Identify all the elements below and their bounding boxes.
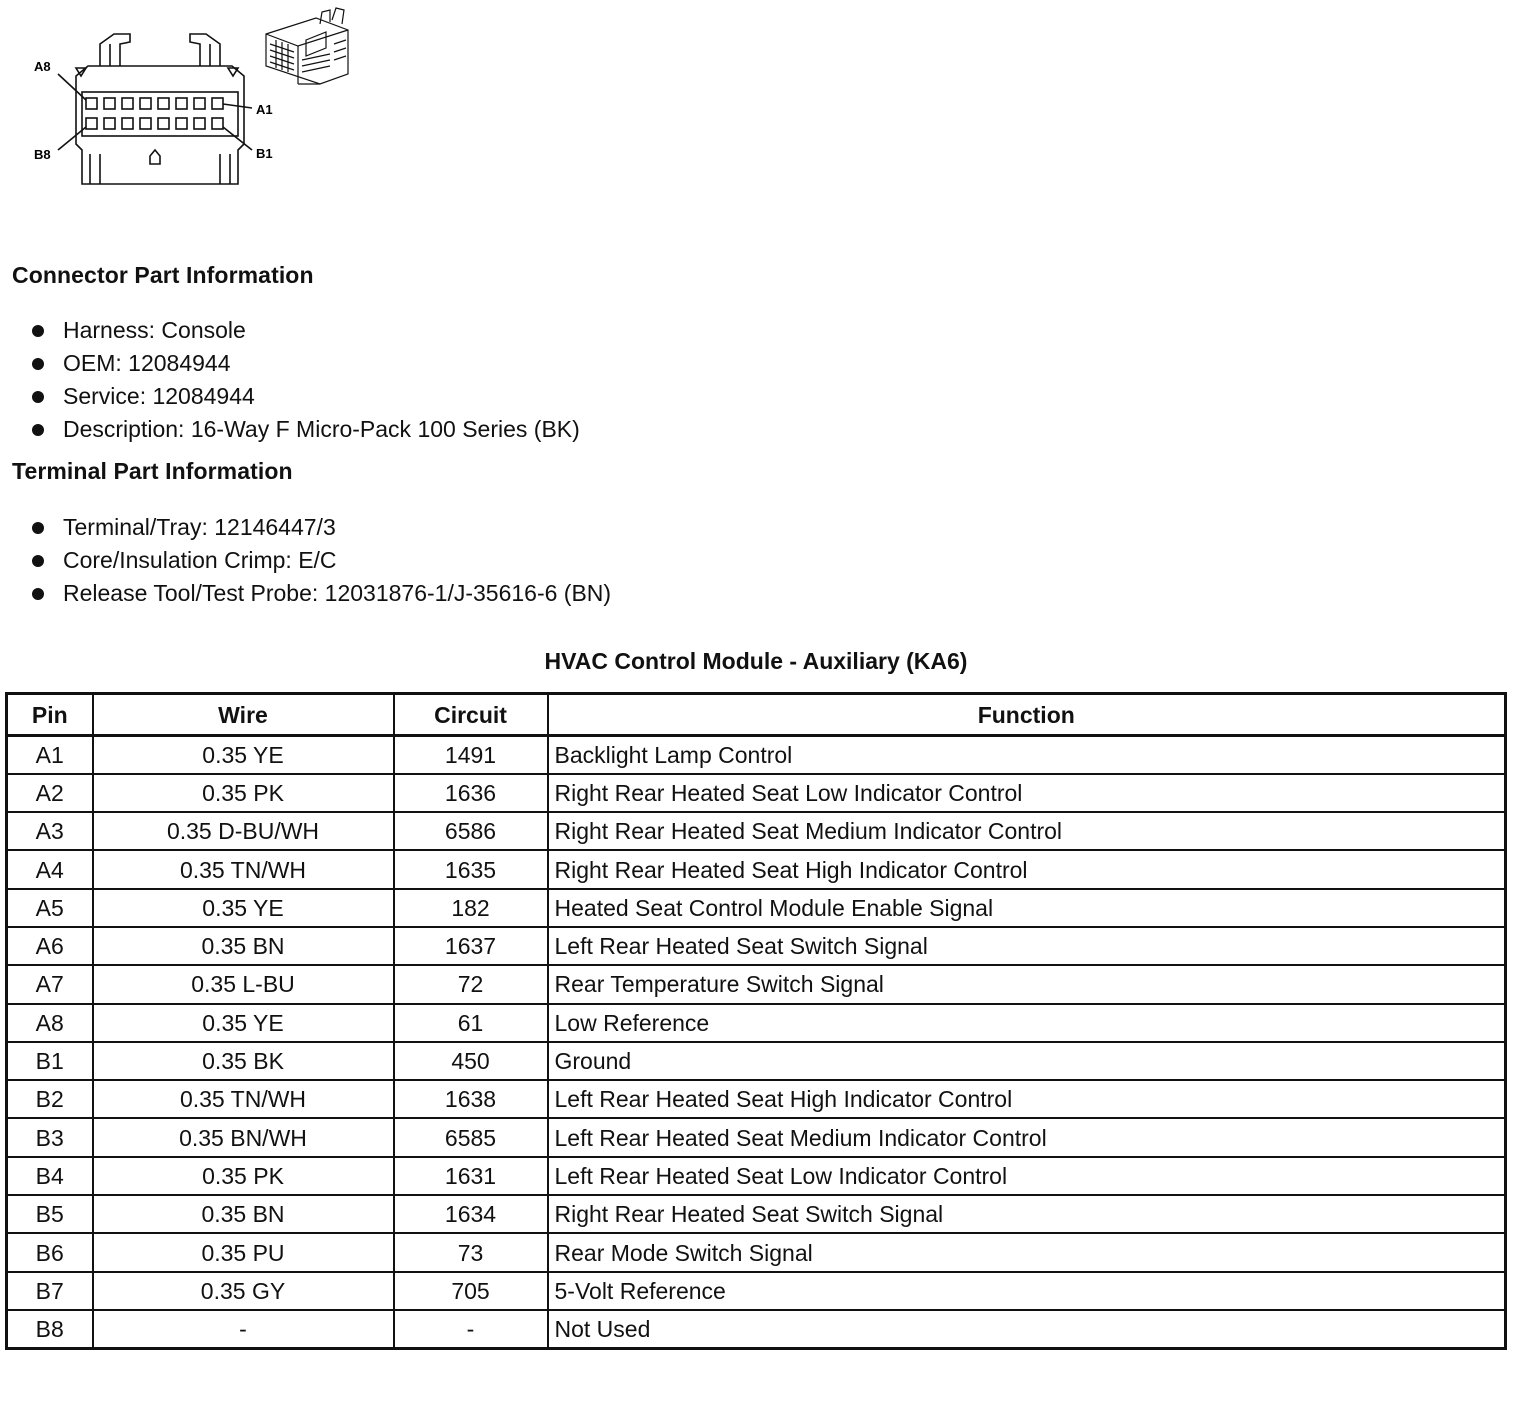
pin-cell: B1	[7, 1042, 93, 1080]
table-row	[7, 927, 1506, 965]
table-row	[7, 1080, 1506, 1118]
table-row	[7, 965, 1506, 1003]
wire-cell: 0.35 BN/WH	[93, 1118, 394, 1156]
function-cell: Right Rear Heated Seat Switch Signal	[548, 1195, 1506, 1233]
wire-cell: 0.35 PK	[93, 774, 394, 812]
terminal-info-heading: Terminal Part Information	[12, 458, 293, 484]
wire-cell: 0.35 TN/WH	[93, 1080, 394, 1118]
connector-info-item: OEM: 12084944	[63, 350, 231, 376]
pin-cell: B7	[7, 1272, 93, 1310]
circuit-cell: 1638	[394, 1080, 548, 1118]
table-row	[7, 1195, 1506, 1233]
table-row	[7, 1042, 1506, 1080]
list-item	[30, 511, 611, 544]
table-row	[7, 736, 1506, 774]
function-cell: Rear Temperature Switch Signal	[548, 965, 1506, 1003]
table-row	[7, 1272, 1506, 1310]
function-cell: Left Rear Heated Seat Switch Signal	[548, 927, 1506, 965]
pin-cell: A5	[7, 889, 93, 927]
pin-cell: B4	[7, 1157, 93, 1195]
pin-cell: B5	[7, 1195, 93, 1233]
function-cell: Rear Mode Switch Signal	[548, 1233, 1506, 1271]
table-title: HVAC Control Module - Auxiliary (KA6)	[544, 648, 968, 674]
column-header-circuit: Circuit	[394, 694, 548, 736]
function-cell: Right Rear Heated Seat Medium Indicator Control	[548, 812, 1506, 850]
wire-cell: 0.35 PU	[93, 1233, 394, 1271]
circuit-cell: 450	[394, 1042, 548, 1080]
circuit-cell: 1636	[394, 774, 548, 812]
function-cell: Backlight Lamp Control	[548, 736, 1506, 774]
function-cell: Left Rear Heated Seat High Indicator Control	[548, 1080, 1506, 1118]
pin-cell: A1	[7, 736, 93, 774]
connector-info-item: Harness: Console	[63, 317, 246, 343]
wire-cell: 0.35 YE	[93, 1004, 394, 1042]
column-header-function: Function	[548, 694, 1506, 736]
terminal-info-item: Core/Insulation Crimp: E/C	[63, 547, 337, 573]
function-cell: Left Rear Heated Seat Medium Indicator Control	[548, 1118, 1506, 1156]
pinout-table	[5, 692, 1507, 1350]
table-row	[7, 1310, 1506, 1348]
circuit-cell: 1635	[394, 850, 548, 888]
wire-cell: 0.35 BN	[93, 1195, 394, 1233]
circuit-cell: -	[394, 1310, 548, 1348]
terminal-info-item: Terminal/Tray: 12146447/3	[63, 514, 336, 540]
circuit-cell: 1631	[394, 1157, 548, 1195]
table-row	[7, 1233, 1506, 1271]
wire-cell: 0.35 TN/WH	[93, 850, 394, 888]
function-cell: Right Rear Heated Seat Low Indicator Control	[548, 774, 1506, 812]
pin-cell: B2	[7, 1080, 93, 1118]
table-body	[7, 736, 1506, 1349]
circuit-cell: 6586	[394, 812, 548, 850]
pin-cell: B8	[7, 1310, 93, 1348]
function-cell: Right Rear Heated Seat High Indicator Control	[548, 850, 1506, 888]
wire-cell: 0.35 BK	[93, 1042, 394, 1080]
function-cell: Left Rear Heated Seat Low Indicator Control	[548, 1157, 1506, 1195]
function-cell: Low Reference	[548, 1004, 1506, 1042]
circuit-cell: 1634	[394, 1195, 548, 1233]
list-item	[30, 544, 611, 577]
pin-label-a1: A1	[256, 102, 273, 117]
pin-cell: A7	[7, 965, 93, 1003]
connector-info-item: Description: 16-Way F Micro-Pack 100 Series (BK)	[63, 416, 580, 442]
circuit-cell: 61	[394, 1004, 548, 1042]
circuit-cell: 73	[394, 1233, 548, 1271]
list-item	[30, 577, 611, 610]
bullet-icon	[32, 588, 44, 600]
bullet-icon	[32, 391, 44, 403]
bullet-icon	[32, 325, 44, 337]
pin-cell: B6	[7, 1233, 93, 1271]
connector-iso-view	[266, 8, 348, 84]
list-item	[30, 413, 580, 446]
circuit-cell: 182	[394, 889, 548, 927]
table-row	[7, 850, 1506, 888]
terminal-info-list	[30, 511, 611, 610]
list-item	[30, 380, 580, 413]
pin-cell: A6	[7, 927, 93, 965]
circuit-cell: 6585	[394, 1118, 548, 1156]
circuit-cell: 72	[394, 965, 548, 1003]
terminal-info-item: Release Tool/Test Probe: 12031876-1/J-35616-6 (BN)	[63, 580, 612, 606]
function-cell: 5-Volt Reference	[548, 1272, 1506, 1310]
pin-cell: A8	[7, 1004, 93, 1042]
wire-cell: 0.35 PK	[93, 1157, 394, 1195]
table-row	[7, 812, 1506, 850]
table-row	[7, 1004, 1506, 1042]
table-row	[7, 1118, 1506, 1156]
wire-cell: 0.35 D-BU/WH	[93, 812, 394, 850]
column-header-wire: Wire	[93, 694, 394, 736]
pin-cell: A2	[7, 774, 93, 812]
pin-label-b8: B8	[34, 147, 51, 162]
bullet-icon	[32, 555, 44, 567]
wire-cell: 0.35 YE	[93, 889, 394, 927]
connector-diagram	[30, 4, 370, 194]
list-item	[30, 347, 580, 380]
pin-label-a8: A8	[34, 59, 51, 74]
connector-info-item: Service: 12084944	[63, 383, 255, 409]
table-row	[7, 1157, 1506, 1195]
connector-info-heading: Connector Part Information	[12, 262, 314, 288]
circuit-cell: 1491	[394, 736, 548, 774]
pin-label-b1: B1	[256, 146, 273, 161]
circuit-cell: 705	[394, 1272, 548, 1310]
bullet-icon	[32, 358, 44, 370]
function-cell: Heated Seat Control Module Enable Signal	[548, 889, 1506, 927]
table-header-row	[7, 694, 1506, 736]
table-row	[7, 889, 1506, 927]
bullet-icon	[32, 522, 44, 534]
circuit-cell: 1637	[394, 927, 548, 965]
column-header-pin: Pin	[7, 694, 93, 736]
bullet-icon	[32, 424, 44, 436]
pin-cell: B3	[7, 1118, 93, 1156]
wire-cell: 0.35 YE	[93, 736, 394, 774]
pin-cell: A3	[7, 812, 93, 850]
list-item	[30, 314, 580, 347]
wire-cell: 0.35 GY	[93, 1272, 394, 1310]
wire-cell: -	[93, 1310, 394, 1348]
connector-info-list	[30, 314, 580, 446]
function-cell: Ground	[548, 1042, 1506, 1080]
table-row	[7, 774, 1506, 812]
wire-cell: 0.35 L-BU	[93, 965, 394, 1003]
pin-cell: A4	[7, 850, 93, 888]
function-cell: Not Used	[548, 1310, 1506, 1348]
wire-cell: 0.35 BN	[93, 927, 394, 965]
